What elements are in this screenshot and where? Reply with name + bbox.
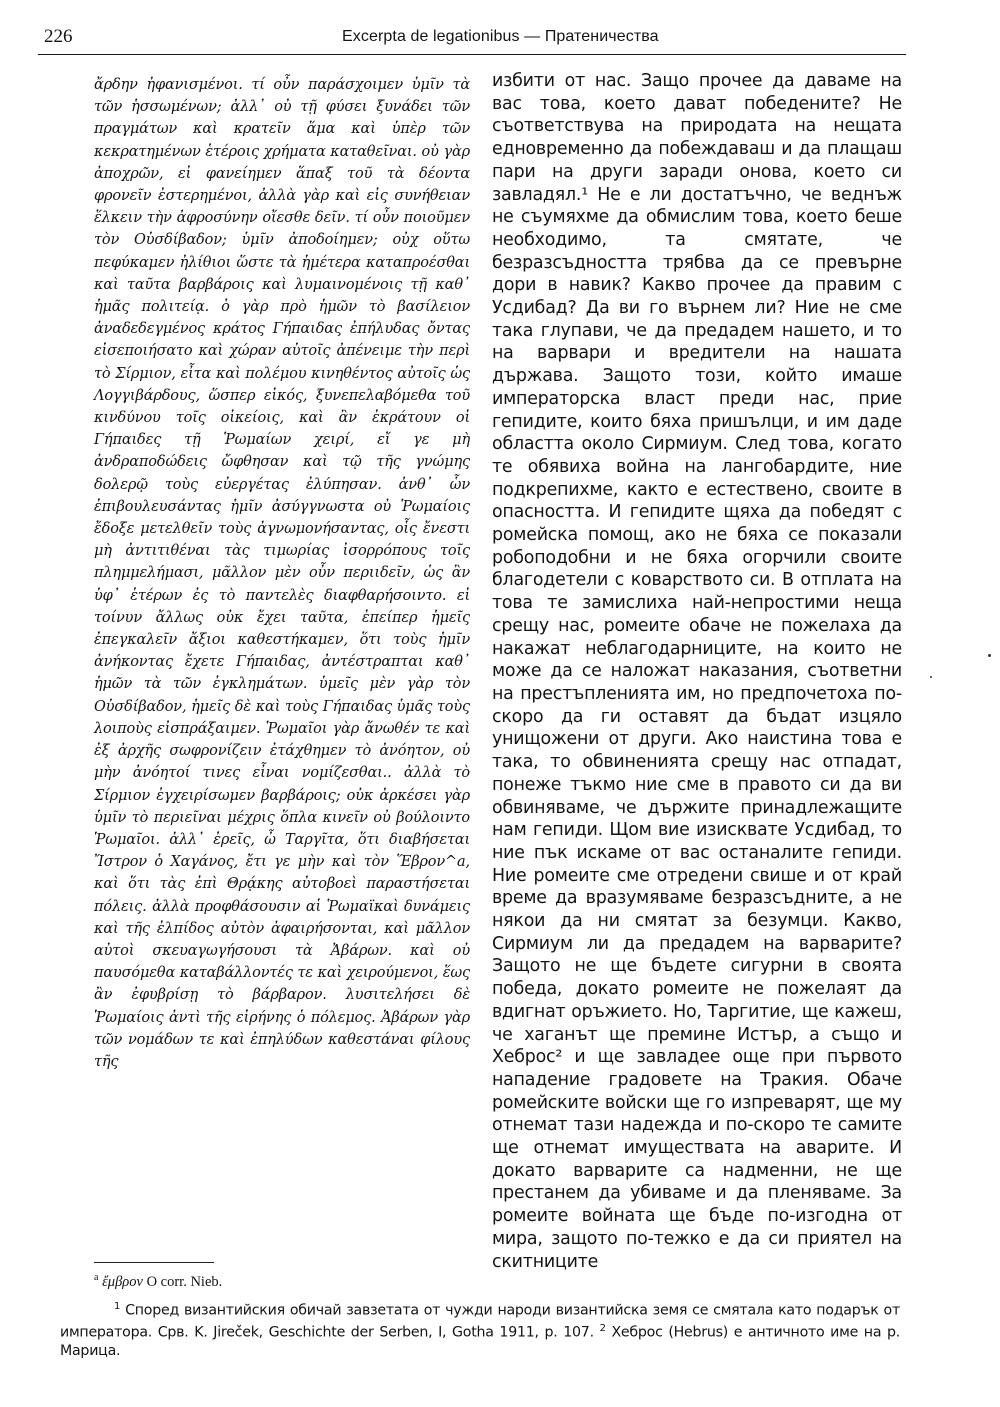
header-rule (38, 54, 906, 55)
apparatus-note: O corr. Nieb. (146, 1273, 223, 1290)
bulgarian-column (492, 70, 902, 1273)
footnote-1-text: Според византийския обичай завзетата от чужди народи византийска земя се смятала като подарък от императора. Срв. K. Jireček, Geschichte der Serben, I, Gotha 1911, p. 107. (60, 1302, 900, 1341)
apparatus-lemma: ἔμβρον (102, 1273, 143, 1290)
footnote-block (60, 1298, 900, 1360)
footnote-2-text: Хеброс (Hebrus) е античното име на р. Марица. (60, 1324, 900, 1360)
running-title: Excerpta de legationibus — Пратеничества (342, 28, 659, 45)
bulgarian-translation: избити от нас. Защо прочее да даваме на вас това, което дават победените? Не съответствува на природата на нещата едновременно да побеждаваш и да плащаш пари на други заради онова, което си завладял.¹ Не е ли достатъчно, че веднъж не съумяхме да обмислим това, което беше необходимо, та смятате, че безразсъдността трябва да се превърне дори в навик? Какво прочее да правим с Усдибад? Да ви го върнем ли? Ние не сме така глупави, че да предадем нашето, и то на варвари и вредители на нашата държава. Защото този, който имаше императорска власт преди нас, прие гепидите, които бяха пришълци, и им даде областта около Сирмиум. След това, когато те обявиха война на лангобардите, ние подкрепихме, както е естествено, своите в опасността. И гепидите щяха да победят с ромейска помощ, ако не бяха се показали робоподобни и не бяха огорчили своите благодетели с коварството си. В отплата на това те замислиха най-непростими неща срещу нас, ромеите обаче не пожелаха да накажат неблагодарниците, на които не може да се наложат наказания, съответни на престъпленията им, но предпочетоха по-скоро да ги оставят да бъдат изцяло унищожени от други. Ако наистина това е така, то обвиненията срещу нас отпадат, понеже тъкмо ние сме в правото си да ви обвиняваме, че държите принадлежащите нам гепиди. Щом вие изисквате Усдибад, то ние пък искаме от вас останалите гепиди. Ние ромеите сме отредени свише и от край време да вразумяваме безразсъдните, а не някои да ни смятат за безумци. Какво, Сирмиум ли да предадем на варварите? Защото не ще бъдете сигурни в своята победа, докато ромеите не пожелаят да вдигнат оръжието. Но, Таргитие, ще кажеш, че хаганът ще премине Истър, а също и Хеброс² и ще завладее още при първото нападение градовете на Тракия. Обаче ромейските войски ще го изпреварят, ще му отнемат тази надежда и по-скоро те самите ще отнемат имуществата на аварите. И докато варварите са надменни, не ще престанем да убиваме и да пленяваме. За ромеите войната ще бъде по-изгодна от мира, защото по-тежко е да си приятел на скитниците (492, 71, 902, 1272)
footnote-2-marker: 2 (599, 1323, 606, 1335)
apparatus-rule (94, 1262, 214, 1263)
page-number: 226 (44, 26, 73, 47)
running-head (38, 26, 902, 48)
print-speck (988, 654, 991, 657)
print-speck (930, 676, 932, 678)
greek-column (94, 74, 470, 1073)
footnote-1-marker: 1 (114, 1301, 121, 1312)
critical-apparatus (94, 1272, 474, 1291)
apparatus-marker: a (94, 1272, 99, 1283)
footnotes (60, 1298, 900, 1360)
greek-text: ἄρδην ἠφανισμένοι. τί οὖν παράσχοιμεν ὑμῖν τὰ τῶν ἡσσωμένων; ἀλλ᾽ οὐ τῇ φύσει ξυνάδει τῶν πραγμάτων καὶ κρατεῖν ἅμα καὶ ὑπὲρ τῶν κεκρατημένων ἑτέροις χρήματα καταθεῖναι. οὐ γὰρ ἀποχρῶν, εἰ φανείημεν ἅπαξ τοῦ τὰ δέοντα φρονεῖν ἐστερημένοι, ἀλλὰ γὰρ καὶ εἰς συνήθειαν ἕλκειν τὴν ἀφροσύνην οἴεσθε δεῖν. τί οὖν ποιοῦμεν τὸν Οὐσδίβαδον; ὑμῖν ἀποδοίημεν; οὐχ οὕτω πεφύκαμεν ἠλίθιοι ὥστε τὰ ἡμέτερα καταπροέσθαι καὶ ταῦτα βαρβάροις καὶ λυμαινομένοις τῇ καθ᾽ ἡμᾶς πολιτείᾳ. ὁ γὰρ πρὸ ἡμῶν τὸ βασίλειον ἀναδεδεγμένος κράτος Γήπαιδας ἐπήλυδας ὄντας εἰσεποιήσατο καὶ χώραν αὐτοῖς ἀπένειμε τὴν περὶ τὸ Σίρμιον, εἶτα καὶ πολέμου κινηθέντος αὐτοῖς ὡς Λογγιβάρδους, ὥσπερ εἰκός, ξυνεπελαβόμεθα τοῦ κινδύνου τοῖς οἰκείοις, καὶ ἂν ἐκράτουν οἱ Γήπαιδες τῇ Ῥωμαίων χειρί, εἴ γε μὴ ἀνδραποδώδεις ὤφθησαν καὶ τῷ τῆς γνώμης δολερῷ τοὺς εὐεργέτας ἐλύπησαν. ἀνθ᾽ ὧν ἐπιβουλευσάντας ἡμῖν ἀσύγγνωστα οὐ Ῥωμαίοις ἔδοξε μετελθεῖν τοὺς ἀγνωμονήσαντας, οἷς ἔνεστι μὴ ἀντιτιθέναι τὰς τιμωρίας ἰσορρόπους τοῖς πλημμελήμασι, μᾶλλον μὲν οὖν περιιδεῖν, ὡς ἂν ὑφ᾽ ἑτέρων ἐς τὸ παντελὲς διαφθαρήσοιντο. εἰ τοίνυν ἄλλως οὐκ ἔχει ταῦτα, ἐπείπερ ἡμεῖς ἐπεγκαλεῖν ἄξιοι καθεστήκαμεν, ὅτι τοὺς ἡμῖν ἀνήκοντας ἔχετε Γήπαιδας, ἀντέστραπται καθ᾽ ἡμῶν τὰ τῶν ἐγκλημάτων. ὑμεῖς μὲν γὰρ τὸν Οὐσδίβαδον, ἡμεῖς δὲ καὶ τοὺς Γήπαιδας ὑμᾶς τοὺς λοιποὺς εἰσπράξαιμεν. Ῥωμαῖοι γὰρ ἄνωθέν τε καὶ ἐξ ἀρχῆς σωφρονίζειν ἐτάχθημεν τὸ ἀνόητον, οὐ μὴν ἀνόητοί τινες εἶναι νομίζεσθαι.. ἀλλὰ τὸ Σίρμιον ἐγχειρίσωμεν βαρβάροις; οὐκ ἀρκέσει γὰρ ὑμῖν τὸ περιεῖναι μέχρις ὅπλα κινεῖν οὐ βούλοιντο Ῥωμαῖοι. ἀλλ᾽ ἐρεῖς, ὦ Ταργῖτα, ὅτι διαβήσεται Ἴστρον ὁ Χαγάνος, ἔτι γε μὴν καὶ τὸν Ἕβρον^a, καὶ ὅτι τὰς ἐπὶ Θρᾴκης αὐτοβοεὶ παραστήσεται πόλεις. ἀλλὰ προφθάσουσιν αἱ Ῥωμαϊκαὶ δυνάμεις καὶ τῆς ἐλπίδος αὐτὸν ἀφαιρήσονται, καὶ μᾶλλον αὐτοὶ σκευαγωγήσουσι τὰ Ἀβάρων. καὶ οὐ παυσόμεθα καταβάλλοντές τε καὶ χειρούμενοι, ἕως ἂν ἐφυβρίσῃ τὸ βάρβαρον. λυσιτελήσει δὲ Ῥωμαίοις ἀντὶ τῆς εἰρήνης ὁ πόλεμος. Ἀβάρων γὰρ τῶν νομάδων τε καὶ ἐπηλύδων καθεστάναι φίλους τῆς (94, 77, 470, 1070)
